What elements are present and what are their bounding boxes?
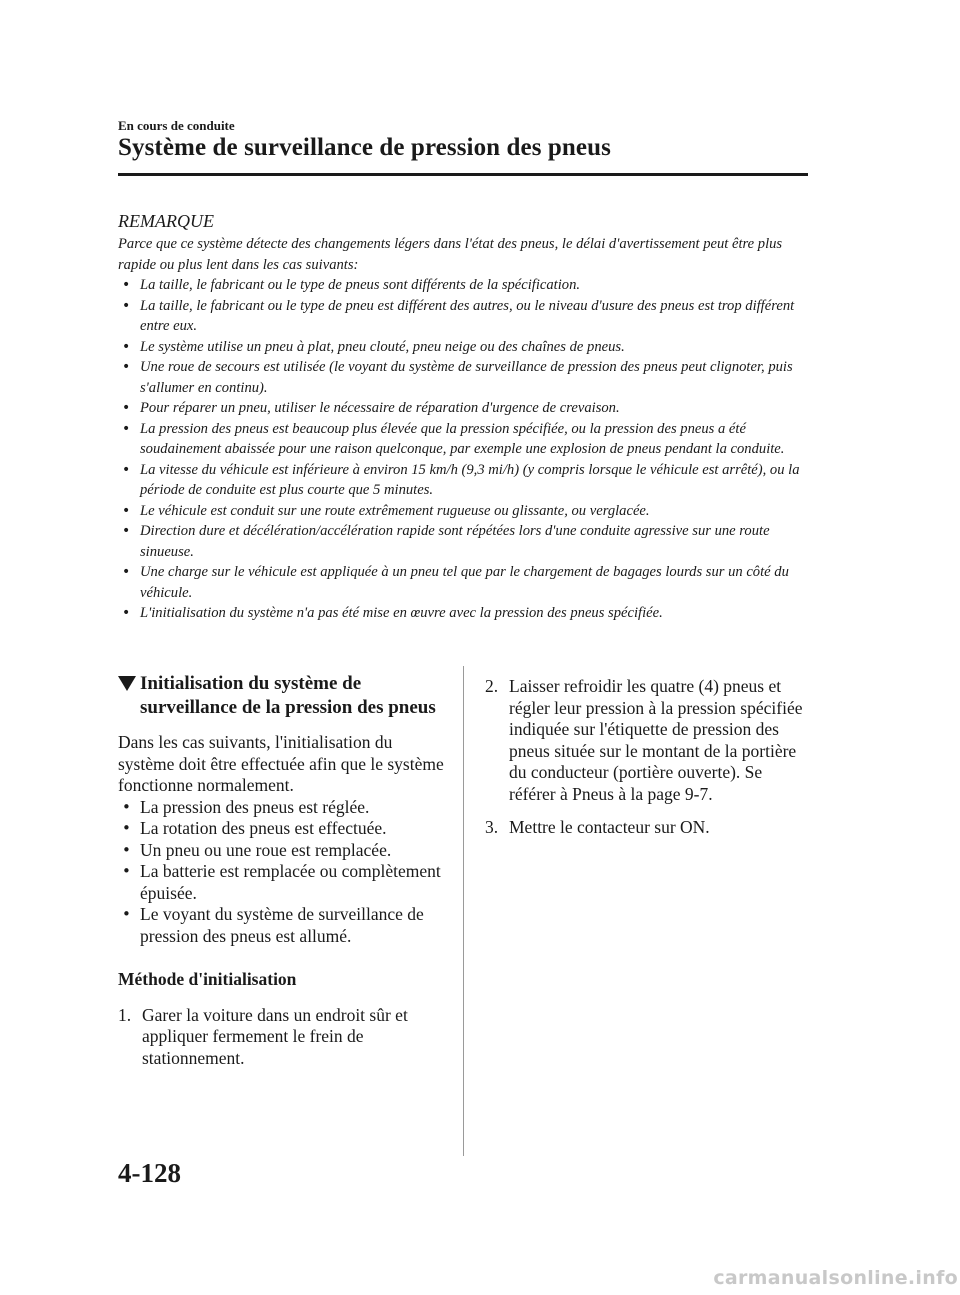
right-column <box>485 676 810 851</box>
left-column <box>118 672 448 1081</box>
column-divider <box>463 666 464 1156</box>
note-item: • Direction dure et décélération/accélération rapide sont répétées lors d'une conduite agressive sur une route sinueuse. <box>118 521 812 562</box>
note-item: • Une roue de secours est utilisée (le voyant du système de surveillance de pression des pneus peut clignoter, puis s'allumer en continu). <box>118 357 812 398</box>
watermark: carmanualsonline.info <box>713 1267 958 1289</box>
step-item <box>485 817 810 839</box>
section-heading <box>118 672 448 720</box>
condition-list <box>118 797 448 948</box>
note-item: • La pression des pneus est beaucoup plus élevée que la pression spécifiée, ou la pression des pneus a été soudainement abaissée pour une raison quelconque, par exemple une explosion de pneus pendant la conduite. <box>118 419 812 460</box>
page-title: Système de surveillance de pression des pneus <box>118 134 611 161</box>
step-text: Garer la voiture dans un endroit sûr et appliquer fermement le frein de stationnement. <box>142 1004 408 1068</box>
section-heading-text: Initialisation du système de surveillance de la pression des pneus <box>140 673 436 718</box>
list-item: • La rotation des pneus est effectuée. <box>118 818 448 840</box>
step-number: 2. <box>485 676 499 696</box>
list-item: • La batterie est remplacée ou complètement épuisée. <box>118 861 448 904</box>
steps-list-left <box>118 1005 448 1070</box>
page-number: 4-128 <box>118 1158 181 1188</box>
step-number: 1. <box>118 1004 132 1025</box>
method-heading: Méthode d'initialisation <box>118 969 297 989</box>
note-heading: REMARQUE <box>118 211 214 231</box>
step-text: Laisser refroidir les quatre (4) pneus et régler leur pression à la pression spécifiée indiquée sur l'étiquette de pression des pneus située sur le montant de la portière du conducteur (portière ouverte). Se référer à Pneus à la page 9-7. <box>509 676 803 804</box>
note-item: • La taille, le fabricant ou le type de pneu est différent des autres, ou le niveau d'usure des pneus est trop différent entre eux. <box>118 296 812 337</box>
section-intro: Dans les cas suivants, l'initialisation du système doit être effectuée afin que le système fonctionne normalement. <box>118 732 444 795</box>
list-item: • La pression des pneus est réglée. <box>118 797 448 819</box>
note-box <box>118 210 812 624</box>
note-item: • Une charge sur le véhicule est appliquée à un pneu tel que par le chargement de bagages lourds sur un côté du véhicule. <box>118 562 812 603</box>
note-item: • Le système utilise un pneu à plat, pneu clouté, pneu neige ou des chaînes de pneus. <box>118 337 812 358</box>
note-intro: Parce que ce système détecte des changements légers dans l'état des pneus, le délai d'avertissement peut être plus rapide ou plus lent dans les cas suivants: <box>118 236 783 273</box>
title-rule <box>118 173 808 176</box>
list-item: • Un pneu ou une roue est remplacée. <box>118 840 448 862</box>
note-item: • La taille, le fabricant ou le type de pneus sont différents de la spécification. <box>118 275 812 296</box>
note-item: • Pour réparer un pneu, utiliser le nécessaire de réparation d'urgence de crevaison. <box>118 398 812 419</box>
triangle-down-icon <box>118 676 136 691</box>
note-item: • Le véhicule est conduit sur une route extrêmement rugueuse ou glissante, ou verglacée. <box>118 501 812 522</box>
note-item: • La vitesse du véhicule est inférieure à environ 15 km/h (9,3 mi/h) (y compris lorsque le véhicule est arrêté), ou la période de conduite est plus courte que 5 minutes. <box>118 460 812 501</box>
section-label: En cours de conduite <box>118 118 235 133</box>
note-list <box>118 275 812 624</box>
step-item <box>485 676 810 805</box>
steps-list-right <box>485 676 810 839</box>
step-text: Mettre le contacteur sur ON. <box>509 817 710 837</box>
step-number: 3. <box>485 817 499 837</box>
list-item: • Le voyant du système de surveillance de pression des pneus est allumé. <box>118 904 448 947</box>
note-item: • L'initialisation du système n'a pas été mise en œuvre avec la pression des pneus spécifiée. <box>118 603 812 624</box>
step-item <box>118 1005 448 1070</box>
